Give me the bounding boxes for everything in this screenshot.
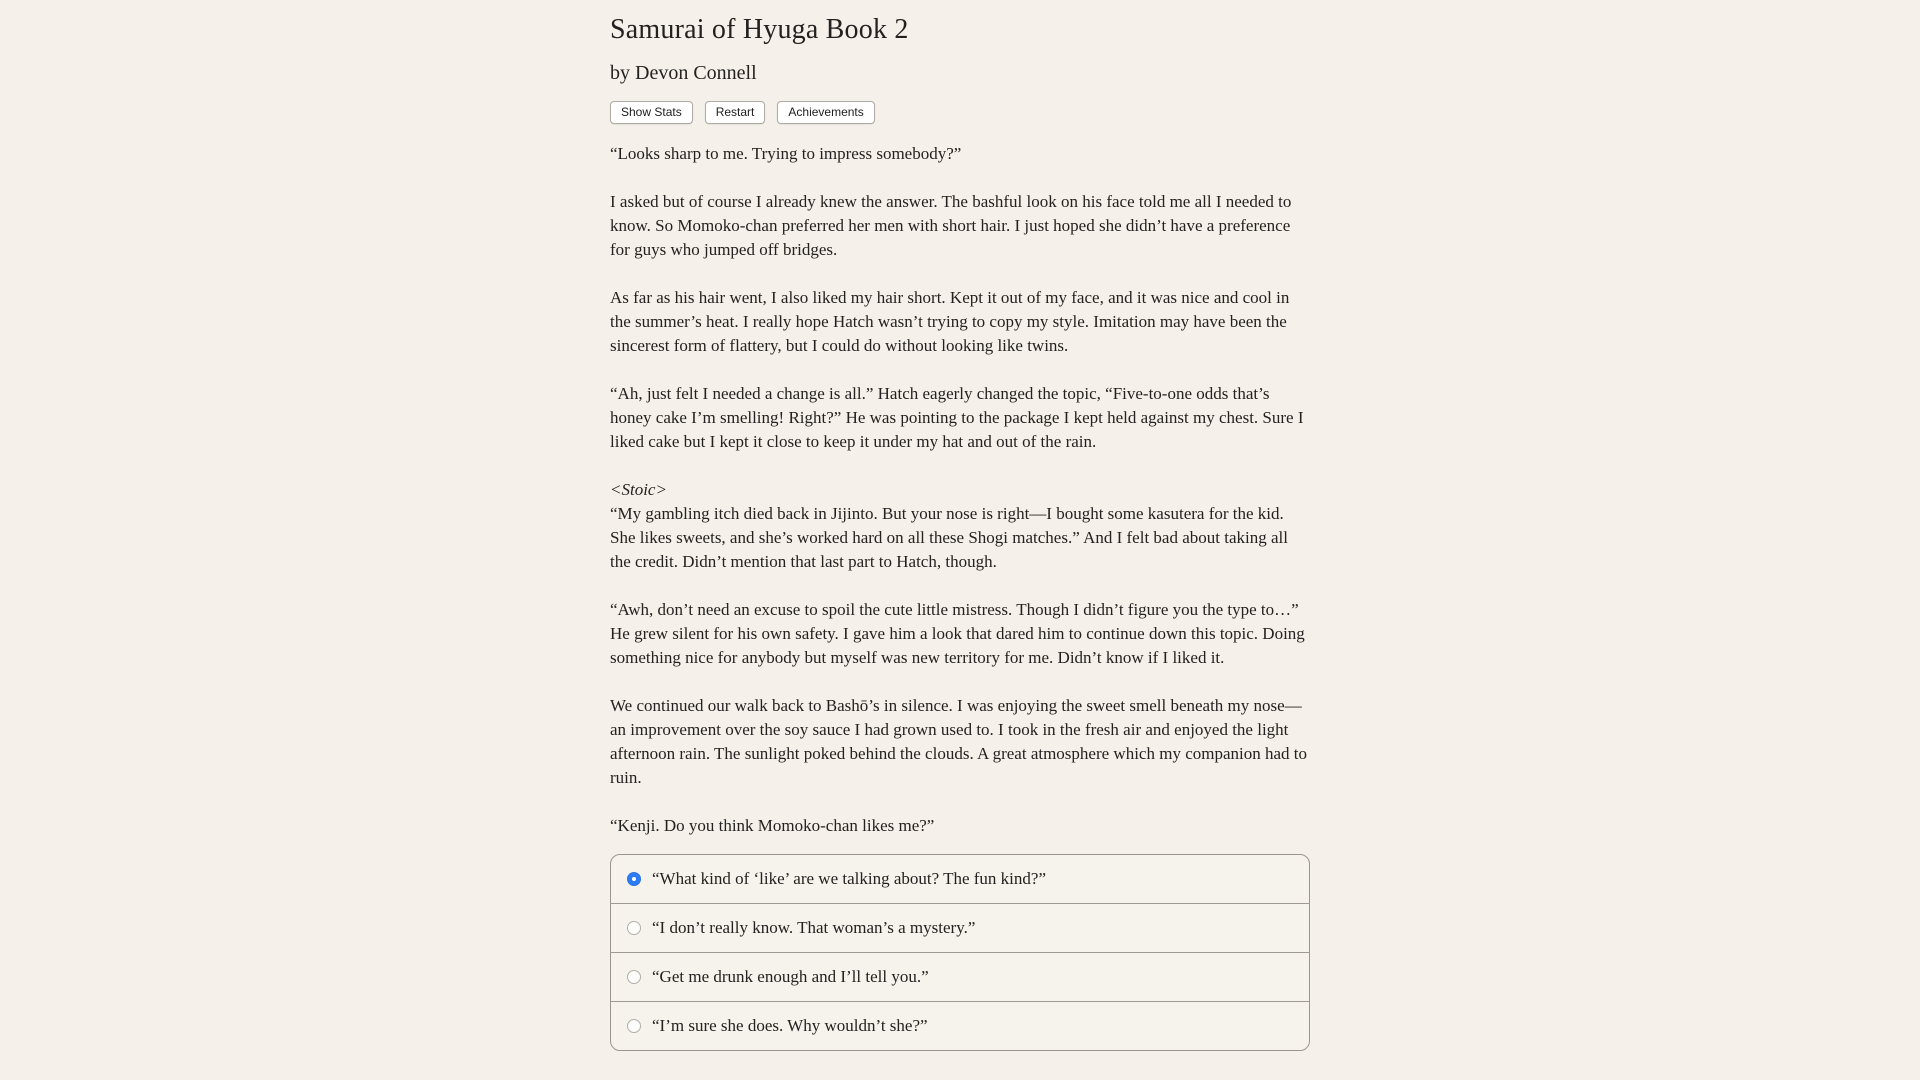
choice-option[interactable] xyxy=(611,1002,1309,1050)
radio-selected-icon[interactable] xyxy=(627,872,641,886)
choice-option[interactable] xyxy=(611,904,1309,953)
radio-unselected-icon[interactable] xyxy=(627,970,641,984)
choice-option-label: “What kind of ‘like’ are we talking about? The fun kind?” xyxy=(652,869,1046,888)
page-title: Samurai of Hyuga Book 2 xyxy=(610,14,909,45)
achievements-button[interactable]: Achievements xyxy=(777,101,874,124)
author-byline: by Devon Connell xyxy=(610,62,757,84)
stat-change-label: <Stoic> xyxy=(610,480,667,499)
show-stats-button[interactable]: Show Stats xyxy=(610,101,693,124)
radio-unselected-icon[interactable] xyxy=(627,921,641,935)
story-paragraph: We continued our walk back to Bashō’s in silence. I was enjoying the sweet smell beneath my nose—an improvement over the soy sauce I had grown used to. I took in the fresh air and enjoyed the light afternoon rain. The sunlight poked behind the clouds. A great atmosphere which my companion had to ruin. xyxy=(610,696,1307,787)
choice-option[interactable] xyxy=(611,953,1309,1002)
choice-option[interactable] xyxy=(611,855,1309,904)
choice-option-label: “I’m sure she does. Why wouldn’t she?” xyxy=(652,1016,928,1035)
choice-option-label: “Get me drunk enough and I’ll tell you.” xyxy=(652,967,929,986)
radio-unselected-icon[interactable] xyxy=(627,1019,641,1033)
choice-list xyxy=(610,854,1310,1051)
choice-option-label: “I don’t really know. That woman’s a mystery.” xyxy=(652,918,976,937)
story-paragraph: “Looks sharp to me. Trying to impress somebody?” xyxy=(610,144,962,163)
story-paragraph: “Kenji. Do you think Momoko-chan likes me?” xyxy=(610,816,935,835)
toolbar xyxy=(610,101,1310,124)
story-paragraph: “Ah, just felt I needed a change is all.” Hatch eagerly changed the topic, “Five-to-one odds that’s honey cake I’m smelling! Right?” He was pointing to the package I kept held against my chest. Sure I liked cake but I kept it close to keep it under my hat and out of the rain. xyxy=(610,384,1304,451)
story-paragraph: <Stoic> “My gambling itch died back in Jijinto. But your nose is right—I bought some kasutera for the kid. She likes sweets, and she’s worked hard on all these Shogi matches.” And I felt bad about taking all the credit. Didn’t mention that last part to Hatch, though. xyxy=(610,480,1288,571)
story-paragraph: I asked but of course I already knew the answer. The bashful look on his face told me all I needed to know. So Momoko-chan preferred her men with short hair. I just hoped she didn’t have a preference for guys who jumped off bridges. xyxy=(610,192,1292,259)
story-text xyxy=(610,142,1310,838)
story-paragraph: “Awh, don’t need an excuse to spoil the cute little mistress. Though I didn’t figure you the type to…” He grew silent for his own safety. I gave him a look that dared him to continue down this topic. Doing something nice for anybody but myself was new territory for me. Didn’t know if I liked it. xyxy=(610,600,1305,667)
restart-button[interactable]: Restart xyxy=(705,101,766,124)
game-page xyxy=(610,0,1310,1051)
story-paragraph: As far as his hair went, I also liked my hair short. Kept it out of my face, and it was nice and cool in the summer’s heat. I really hope Hatch wasn’t trying to copy my style. Imitation may have been the sincerest form of flattery, but I could do without looking like twins. xyxy=(610,288,1290,355)
